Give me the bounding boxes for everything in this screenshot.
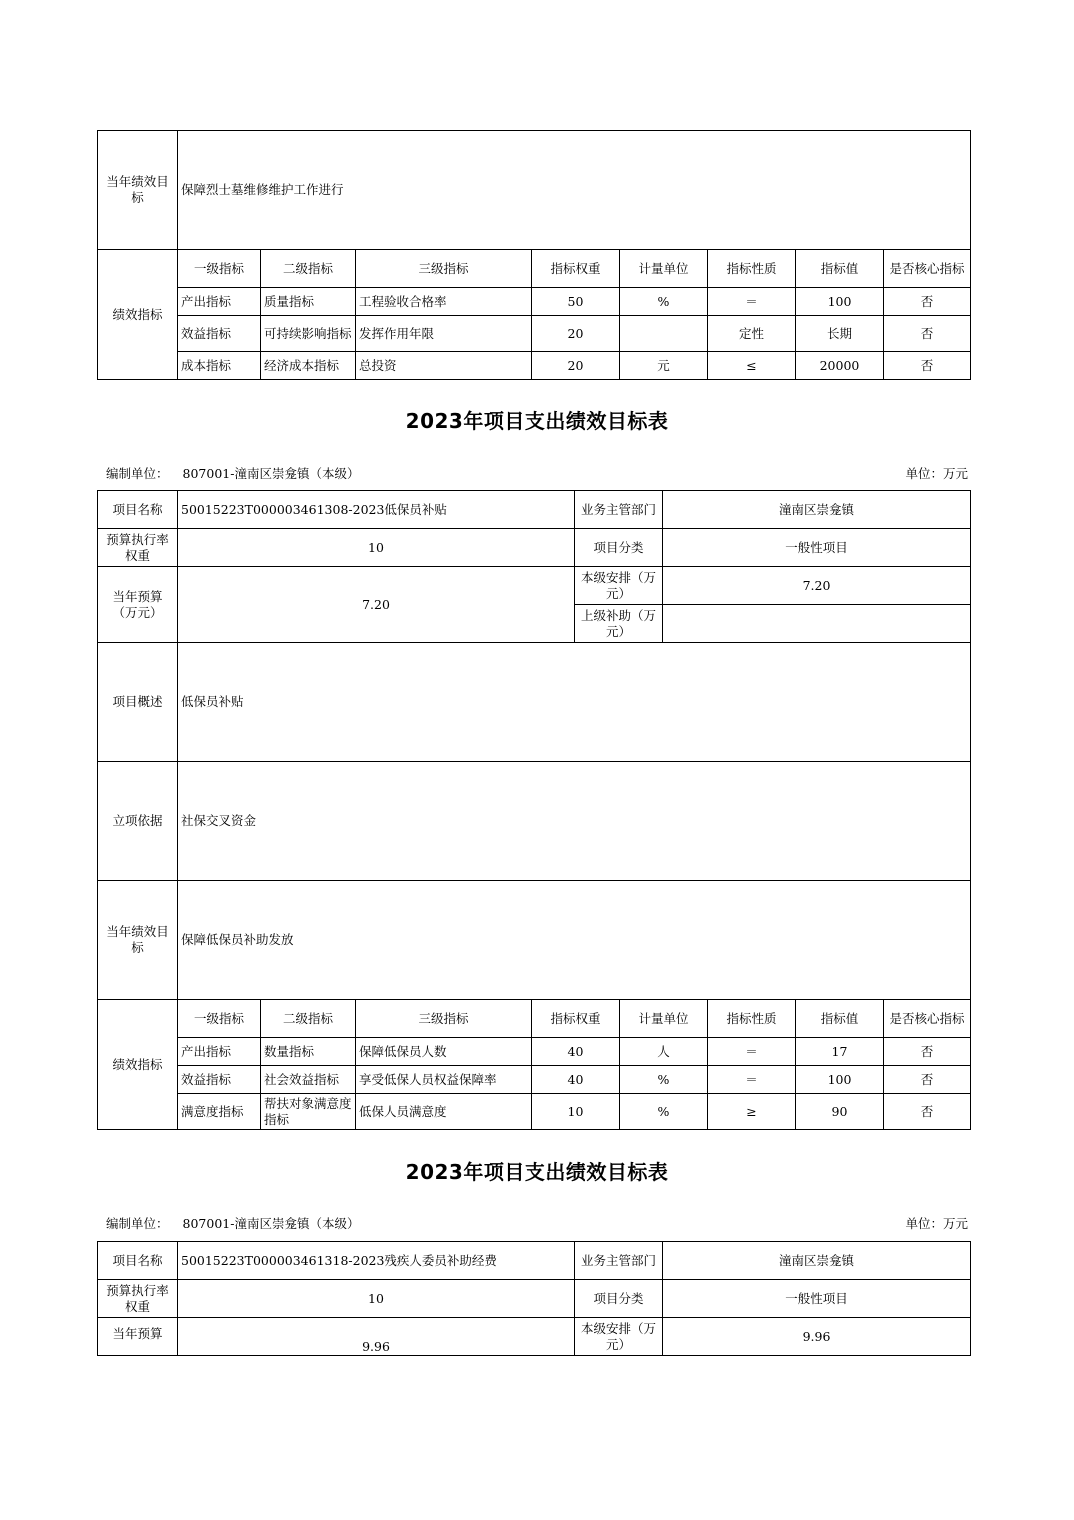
cell-core: 否 [884,1066,971,1094]
exec-rate-label: 预算执行率权重 [98,1280,178,1318]
header-weight: 指标权重 [532,1000,620,1038]
local-label: 本级安排（万元） [575,567,663,605]
category-label: 项目分类 [575,1280,663,1318]
cell-value: 100 [796,288,884,316]
cell-nature: ≥ [708,1094,796,1130]
header-nature: 指标性质 [708,250,796,288]
cell-core: 否 [884,288,971,316]
cell-level1: 产出指标 [178,1038,261,1066]
cell-unit: 人 [620,1038,708,1066]
budget-value: 7.20 [178,567,575,643]
cell-unit: % [620,1066,708,1094]
dept-label: 业务主管部门 [575,1242,663,1280]
exec-rate-value: 10 [178,529,575,567]
dept-value: 潼南区崇龛镇 [663,1242,971,1280]
cell-value: 20000 [796,352,884,380]
overview-label: 项目概述 [98,643,178,762]
budget-label: 当年预算 [98,1318,178,1356]
compiler-unit [106,464,359,482]
cell-value: 100 [796,1066,884,1094]
project-name: 50015223T000003461318-2023残疾人委员补助经费 [178,1242,575,1280]
local-value: 7.20 [663,567,971,605]
header-nature: 指标性质 [708,1000,796,1038]
dept-label: 业务主管部门 [575,491,663,529]
cell-level2: 数量指标 [261,1038,356,1066]
header-value: 指标值 [796,1000,884,1038]
header-core: 是否核心指标 [884,1000,971,1038]
compiler-unit-value: 807001-潼南区崇龛镇（本级） [182,466,360,481]
compiler-unit-label: 编制单位： [106,466,169,481]
annual-goal-text: 保障低保员补助发放 [178,881,971,1000]
cell-level2: 帮扶对象满意度指标 [261,1094,356,1130]
cell-level3: 保障低保员人数 [356,1038,532,1066]
cell-nature: ＝ [708,1066,796,1094]
compiler-unit [106,1214,359,1232]
project-name-label: 项目名称 [98,1242,178,1280]
header-level2: 二级指标 [261,1000,356,1038]
header-level1: 一级指标 [178,1000,261,1038]
unit-note: 单位：万元 [905,466,968,481]
page-title: 2023年项目支出绩效目标表 [405,409,669,433]
project-name: 50015223T000003461308-2023低保员补贴 [178,491,575,529]
table-row [98,352,971,380]
upper-value [663,605,971,643]
cell-level3: 享受低保人员权益保障率 [356,1066,532,1094]
table-row [98,316,971,352]
budget-value: 9.96 [178,1318,575,1356]
cell-level2: 经济成本指标 [261,352,356,380]
cell-level1: 效益指标 [178,316,261,352]
header-core: 是否核心指标 [884,250,971,288]
annual-goal-text: 保障烈士墓维修维护工作进行 [178,131,971,250]
cell-weight: 20 [532,352,620,380]
cell-level3: 总投资 [356,352,532,380]
annual-goal-label: 当年绩效目标 [98,881,178,1000]
top-performance-table [97,130,971,380]
divider [574,1355,970,1356]
cell-level2: 可持续影响指标 [261,316,356,352]
budget-label: 当年预算（万元） [98,567,178,643]
table-row [98,1066,971,1094]
cell-level3: 低保人员满意度 [356,1094,532,1130]
cell-value: 17 [796,1038,884,1066]
header-value: 指标值 [796,250,884,288]
basis-text: 社保交叉资金 [178,762,971,881]
compiler-unit-value: 807001-潼南区崇龛镇（本级） [182,1216,360,1231]
category-value: 一般性项目 [663,529,971,567]
cell-core: 否 [884,352,971,380]
header-unit: 计量单位 [620,1000,708,1038]
table-row [98,288,971,316]
indicators-label: 绩效指标 [98,250,178,380]
cell-nature: ≤ [708,352,796,380]
upper-label: 上级补助（万元） [575,605,663,643]
unit-note: 单位：万元 [905,1216,968,1231]
cell-level1: 效益指标 [178,1066,261,1094]
compiler-unit-label: 编制单位： [106,1216,169,1231]
project-info-table [97,1241,971,1356]
cell-level1: 成本指标 [178,352,261,380]
cell-level1: 产出指标 [178,288,261,316]
annual-goal-label: 当年绩效目标 [98,131,178,250]
cell-core: 否 [884,1094,971,1130]
dept-value: 潼南区崇龛镇 [663,491,971,529]
cell-level1: 满意度指标 [178,1094,261,1130]
cell-value: 长期 [796,316,884,352]
overview-text: 低保员补贴 [178,643,971,762]
header-unit: 计量单位 [620,250,708,288]
cell-level2: 社会效益指标 [261,1066,356,1094]
category-value: 一般性项目 [663,1280,971,1318]
basis-label: 立项依据 [98,762,178,881]
cell-weight: 20 [532,316,620,352]
header-level2: 二级指标 [261,250,356,288]
cell-core: 否 [884,1038,971,1066]
exec-rate-value: 10 [178,1280,575,1318]
cell-value: 90 [796,1094,884,1130]
project-info-table [97,490,971,643]
header-level3: 三级指标 [356,250,532,288]
local-value: 9.96 [663,1318,971,1356]
table-row [98,1094,971,1130]
cell-core: 否 [884,316,971,352]
cell-level3: 工程验收合格率 [356,288,532,316]
header-level3: 三级指标 [356,1000,532,1038]
cell-unit [620,316,708,352]
cell-nature: ＝ [708,1038,796,1066]
indicators-label: 绩效指标 [98,1000,178,1130]
cell-level3: 发挥作用年限 [356,316,532,352]
cell-weight: 40 [532,1038,620,1066]
cell-unit: 元 [620,352,708,380]
header-weight: 指标权重 [532,250,620,288]
header-level1: 一级指标 [178,250,261,288]
page-title: 2023年项目支出绩效目标表 [405,1160,669,1184]
project-detail-table [97,642,971,1130]
cell-unit: % [620,1094,708,1130]
table-row [98,1038,971,1066]
project-name-label: 项目名称 [98,491,178,529]
cell-level2: 质量指标 [261,288,356,316]
cell-weight: 40 [532,1066,620,1094]
page-cutoff [96,1356,971,1386]
cell-nature: ＝ [708,288,796,316]
local-label: 本级安排（万元） [575,1318,663,1356]
cell-unit: % [620,288,708,316]
category-label: 项目分类 [575,529,663,567]
cell-weight: 10 [532,1094,620,1130]
cell-weight: 50 [532,288,620,316]
cell-nature: 定性 [708,316,796,352]
exec-rate-label: 预算执行率权重 [98,529,178,567]
